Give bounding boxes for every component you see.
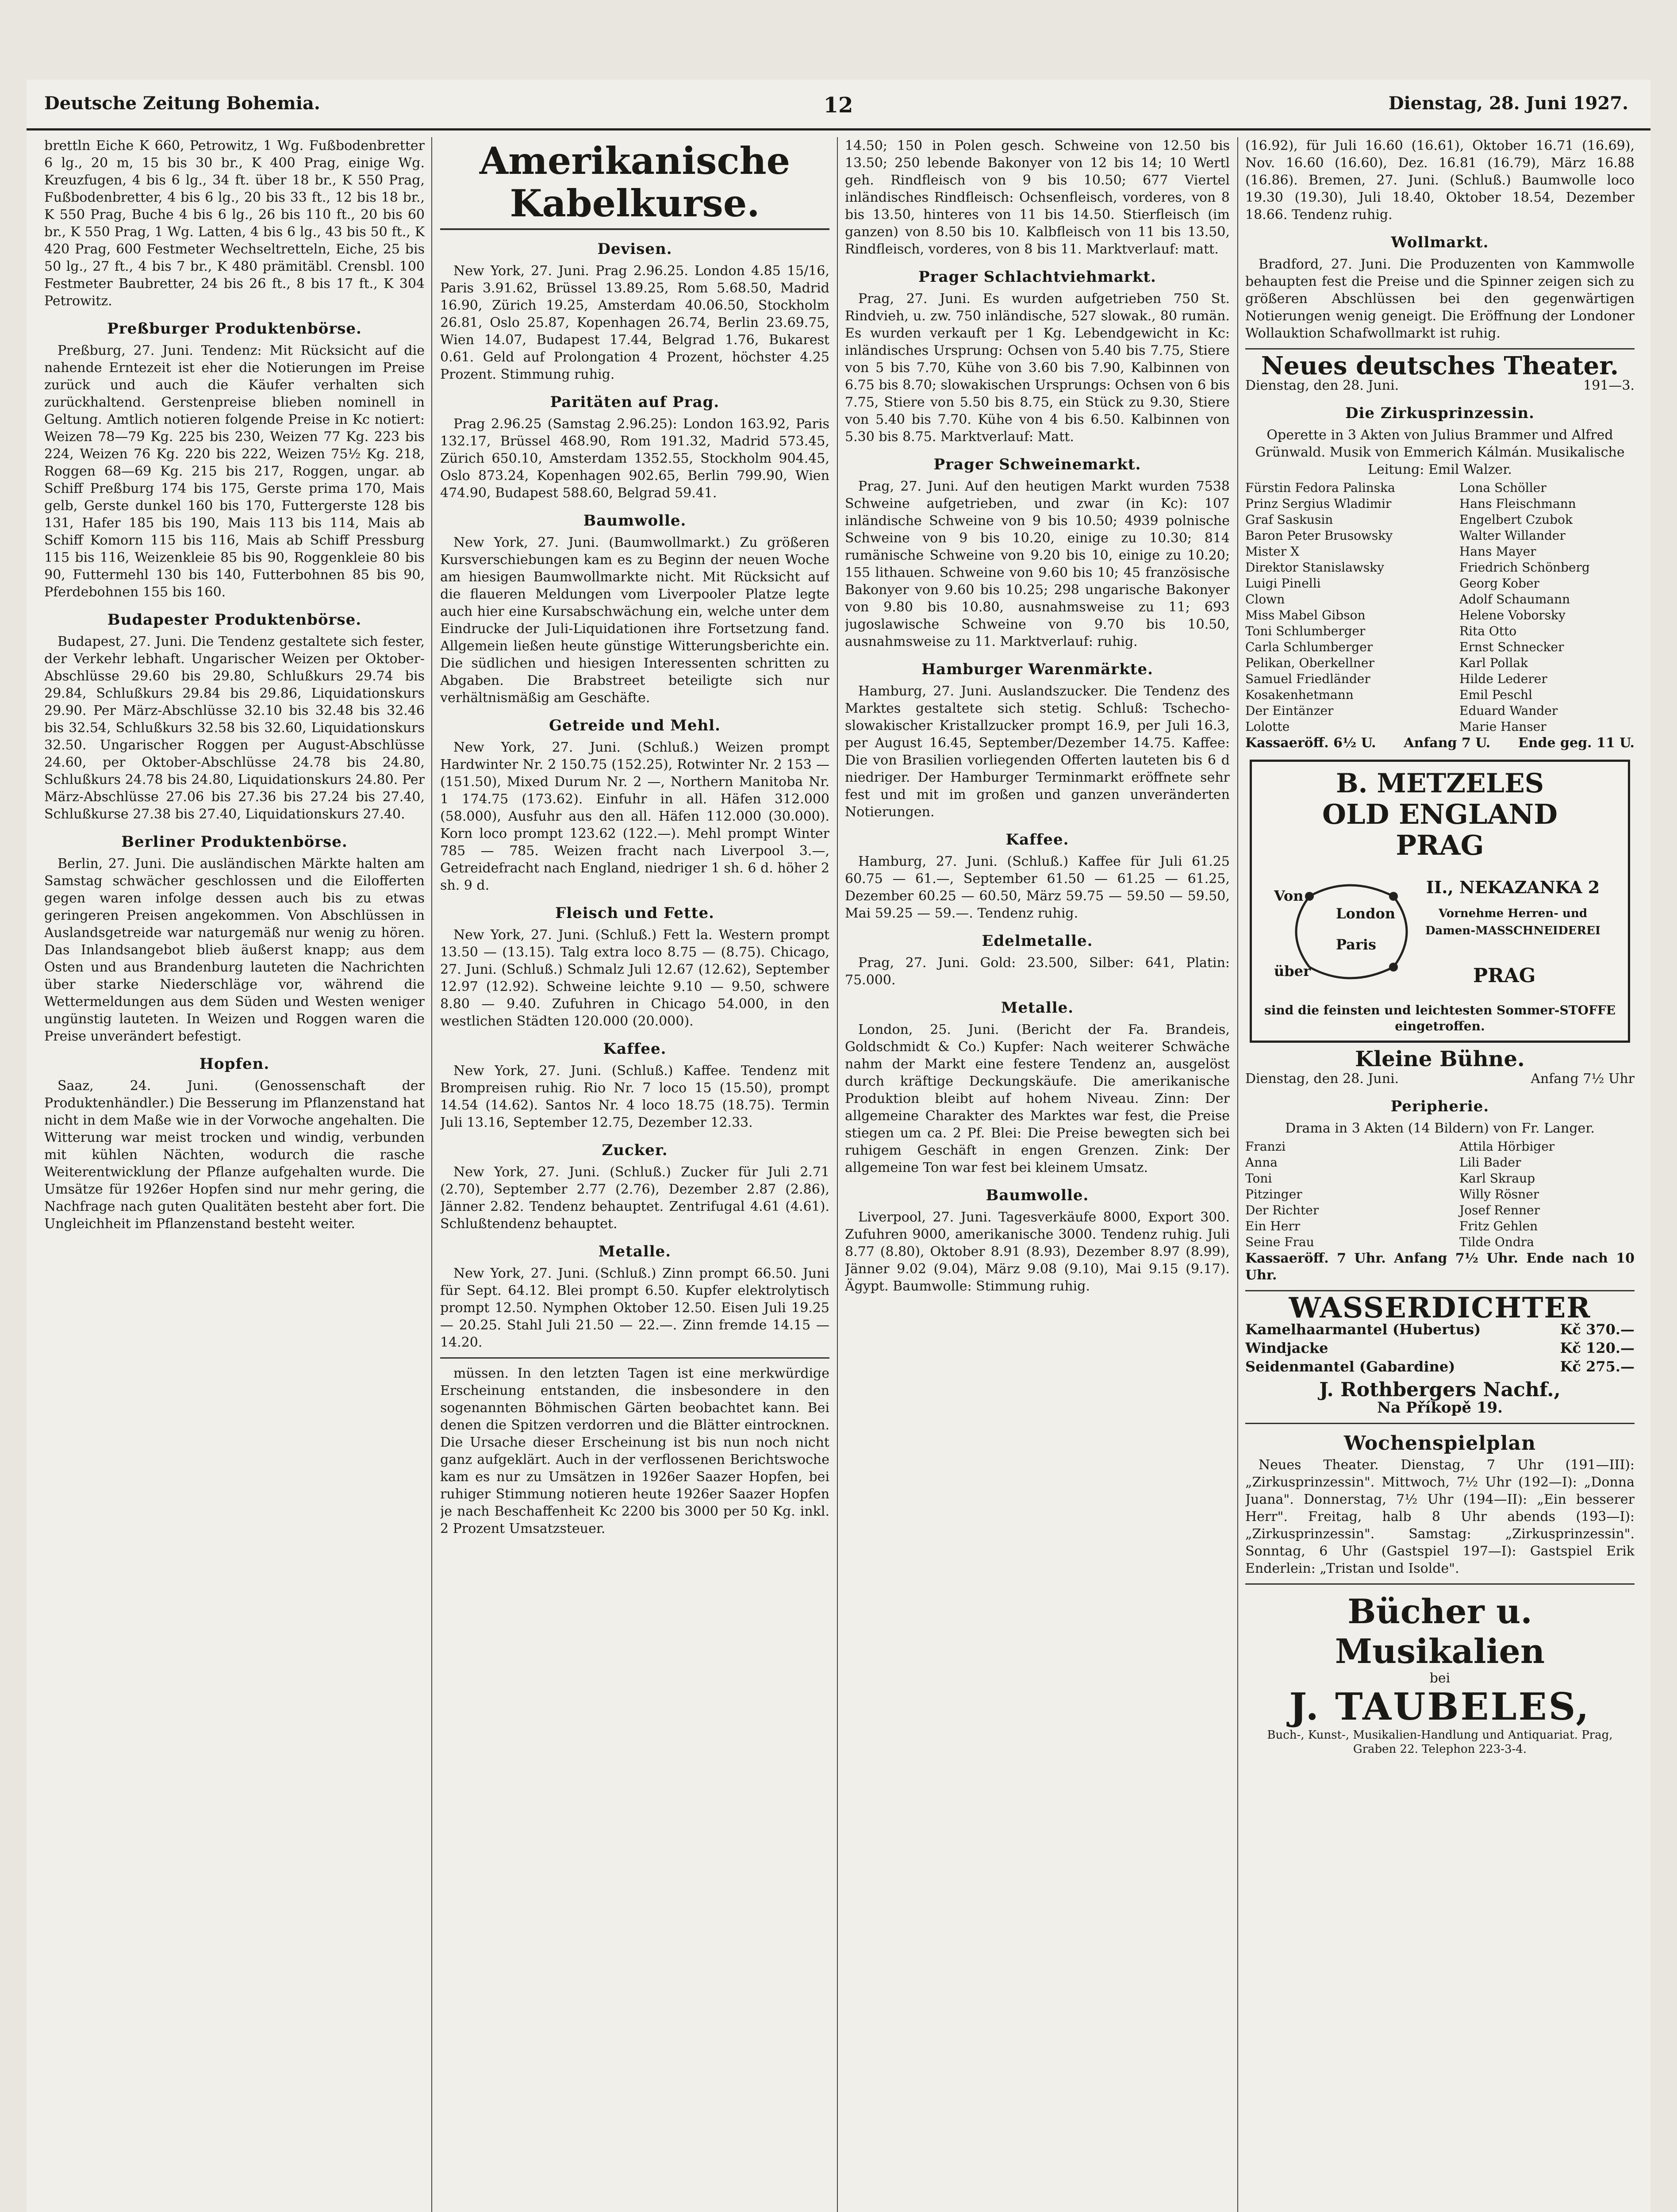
section-rule — [440, 1357, 829, 1359]
theatre-number: 191—3. — [1583, 378, 1635, 393]
cast-row — [1245, 528, 1635, 544]
section-heading: Baumwolle. — [583, 512, 687, 530]
route-london: London — [1336, 905, 1396, 922]
actor: Rita Otto — [1459, 624, 1517, 638]
kleine-buehne-date-row — [1245, 1071, 1635, 1087]
role: Lolotte — [1245, 719, 1290, 734]
kabelkurse-title: Amerikanische Kabelkurse. — [440, 140, 829, 230]
article-text: Hamburg, 27. Juni. (Schluß.) Kaffee für Juli 61.25 60.75 — 61.—, September 61.50 — 61.25 — 61.25, Dezember 60.25 — 60.50, März 59.75 — 59.50 — 59.50, Mai 59.25 — 59.—. Tendenz ruhig. — [845, 854, 1230, 921]
cast-row — [1245, 591, 1635, 607]
section-heading: Edelmetalle. — [982, 932, 1093, 950]
play-subtitle: Drama in 3 Akten (14 Bildern) von Fr. Langer. — [1285, 1121, 1595, 1136]
section-heading: Fleisch und Fette. — [555, 904, 714, 922]
column-rule — [837, 137, 838, 2212]
section-rule — [1245, 1423, 1635, 1424]
cast-row — [1245, 1218, 1635, 1234]
article-text: 14.50; 150 in Polen gesch. Schweine von 12.50 bis 13.50; 250 lebende Bakonyer von 12 bis 14; 10 Wertl geh. Rindfleisch von 9 bis 10.50; 677 Viertel inländisches Rindfleisch: Ochsenfleisch, vorderes, von 8 bis 13.50, hinteres von 11 bis 14.50. Stierfleisch (im ganzen) von 8.50 bis 10. Kalbfleisch von 11 bis 13.50, Rindfleisch, vorderes, von 8 bis 11. Marktverlauf: matt. — [845, 138, 1230, 257]
cast-row — [1245, 560, 1635, 576]
actor: Karl Pollak — [1459, 656, 1528, 670]
actor: Helene Voborsky — [1459, 608, 1566, 622]
column-rule — [431, 137, 432, 2212]
cast-row — [1245, 687, 1635, 703]
column-3 — [845, 137, 1230, 2212]
actor: Georg Kober — [1459, 576, 1539, 591]
wochenspielplan-heading: Wochenspielplan — [1344, 1432, 1536, 1455]
item-price: Kč 370.— — [1560, 1321, 1635, 1338]
ad-tagline: Vornehme Herren- und Damen-MASSCHNEIDEREI — [1425, 907, 1601, 937]
section-heading: Metalle. — [1001, 999, 1074, 1017]
section-heading: Devisen. — [597, 240, 672, 258]
cast-list — [1245, 480, 1635, 735]
role: Toni Schlumberger — [1245, 624, 1366, 638]
buecher-prep: bei — [1429, 1671, 1451, 1686]
role: Graf Saskusin — [1245, 512, 1333, 527]
kleine-buehne-date: Dienstag, den 28. Juni. — [1245, 1071, 1399, 1087]
article-text: (16.92), für Juli 16.60 (16.61), Oktober 16.71 (16.69), Nov. 16.60 (16.60), Dez. 16.81 (16.79), März 16.88 (16.86). Bremen, 27. Juni. (Schluß.) Baumwolle loco 19.30 (19.30), Juli 18.40, Oktober 18.54, Dezember 18.66. Tendenz ruhig. — [1245, 138, 1635, 223]
page-number: 12 — [823, 93, 853, 118]
actor: Adolf Schaumann — [1459, 592, 1570, 607]
actor: Attila Hörbiger — [1459, 1139, 1555, 1154]
role: Toni — [1245, 1171, 1272, 1186]
article-text: Saaz, 24. Juni. (Genossenschaft der Produktenhändler.) Die Besserung im Pflanzenstand hat nicht in dem Maße wie in der Vorwoche angehalten. Die Witterung war meist trocken und windig, verbunden mit kühlen Nächten, wodurch die rasche Weiterentwicklung der Pflanze aufgehalten wurde. Die Umsätze für 1926er Hopfen sind nur mehr gering, die Nachfrage nach guten Qualitäten besteht aber fort. Die Ungleichheit im Pflanzenstand besteht weiter. — [44, 1078, 425, 1232]
item-name: Windjacke — [1245, 1340, 1328, 1356]
actor: Willy Rösner — [1459, 1187, 1539, 1202]
cast-row — [1245, 1234, 1635, 1250]
masthead — [27, 80, 1650, 131]
box-office-time: Kassaeröff. 6½ U. — [1245, 735, 1376, 751]
article-text: Prag 2.96.25 (Samstag 2.96.25): London 163.92, Paris 132.17, Brüssel 468.90, Rom 191.32, Madrid 573.45, Zürich 650.10, Amsterdam 1352.55, Stockholm 904.45, Oslo 873.24, Kopenhagen 902.65, Berlin 799.90, Wien 474.90, Budapest 588.60, Belgrad 59.41. — [440, 416, 829, 501]
role: Der Richter — [1245, 1203, 1319, 1217]
article-text: New York, 27. Juni. (Schluß.) Zucker für Juli 2.71 (2.70), September 2.77 (2.76), Dezember 2.87 (2.86), Jänner 2.82. Tendenz behauptet. Zentrifugal 4.61 (4.61). Schlußtendenz behauptet. — [440, 1164, 829, 1232]
role: Samuel Friedländer — [1245, 672, 1370, 686]
article-text: New York, 27. Juni. (Schluß.) Zinn prompt 66.50. Juni für Sept. 64.12. Blei prompt 6.50. Kupfer elektrolytisch prompt 12.50. Nymphen Oktober 12.50. Eisen Juli 19.25 — 20.25. Stahl Juli 21.50 — 22.—. Zinn fremde 14.15 — 14.20. — [440, 1266, 829, 1350]
role: Der Eintänzer — [1245, 703, 1334, 718]
role: Pitzinger — [1245, 1187, 1302, 1202]
article-text: New York, 27. Juni. Prag 2.96.25. London 4.85 15/16, Paris 3.91.62, Brüssel 13.89.25, Rom 5.68.50, Madrid 16.90, Zürich 19.25, Amsterdam 40.06.50, Stockholm 26.81, Oslo 25.87, Kopenhagen 26.74, Berlin 23.69.75, Wien 14.07, Budapest 17.44, Belgrad 1.76, Bukarest 0.61. Geld auf Prolongation 4 Prozent, höchster 4.25 Prozent. Stimmung ruhig. — [440, 263, 829, 382]
section-heading: Prager Schlachtviehmarkt. — [918, 268, 1156, 286]
section-heading: Kaffee. — [1005, 831, 1069, 849]
cast-row — [1245, 639, 1635, 655]
newspaper-page — [27, 80, 1650, 2212]
item-name: Kamelhaarmantel (Hubertus) — [1245, 1321, 1481, 1338]
role: Anna — [1245, 1155, 1278, 1170]
article-text: Preßburg, 27. Juni. Tendenz: Mit Rücksicht auf die nahende Erntezeit ist eher die Notierungen im Preise zurück und auch die Käufer verhalten sich zurückhaltend. Gerstenpreise blieben nominell in Geltung. Amtlich notieren folgende Preise in Kc notiert: Weizen 78—79 Kg. 225 bis 230, Weizen 77 Kg. 223 bis 224, Weizen 76 Kg. 220 bis 222, Weizen 75½ Kg. 218, Roggen 68—69 Kg. 215 bis 217, Roggen, ungar. ab Schiff Preßburg 174 bis 175, Gerste prima 170, Mais gelb, Gerste dunkel 160 bis 170, Futtergerste 128 bis 131, Hafer 185 bis 190, Mais 113 bis 114, Mais ab Schiff Komorn 115 bis 116, Mais ab Schiff Pressburg 115 bis 116, Weizenkleie 85 bis 90, Roggenkleie 80 bis 90, Futtermehl 130 bis 140, Futterbohnen 85 bis 90, Pferdebohnen 155 bis 160. — [44, 343, 425, 600]
theatre-schedule — [1245, 735, 1635, 752]
role: Pelikan, Oberkellner — [1245, 656, 1374, 670]
section-heading: Metalle. — [598, 1243, 672, 1260]
column-2 — [440, 137, 829, 2212]
section-heading: Zucker. — [602, 1141, 668, 1159]
section-heading: Berliner Produktenbörse. — [121, 833, 348, 851]
kleine-buehne-name: Kleine Bühne. — [1355, 1047, 1525, 1071]
cast-row — [1245, 671, 1635, 687]
cast-row — [1245, 719, 1635, 735]
ad-address: II., NEKAZANKA 2 — [1426, 877, 1600, 897]
route-prague: PRAG — [1473, 964, 1536, 987]
actor: Lili Bader — [1459, 1155, 1521, 1170]
actor: Marie Hanser — [1459, 719, 1547, 734]
cast-row — [1245, 544, 1635, 560]
actor: Tilde Ondra — [1459, 1235, 1534, 1249]
article-text: müssen. In den letzten Tagen ist eine merkwürdige Erscheinung entstanden, die insbesondere in den sogenannten Böhmischen Gärten beobachtet kann. Bei denen die Spitzen verdorren und die Blätter eintrocknen. Die Ursache dieser Erscheinung ist bis nun noch nicht ganz aufgeklärt. Auch in der verflossenen Berichtswoche kam es nur zu Umsätzen in 1926er Saazer Hopfen, bei ruhiger Stimmung notieren heute 1926er Saazer Hopfen je nach Beschaffenheit Kc 2200 bis 3000 per 50 Kg. inkl. 2 Prozent Umsatzsteuer. — [440, 1366, 829, 1536]
play-title: Peripherie. — [1390, 1098, 1489, 1115]
item-price: Kč 120.— — [1560, 1340, 1635, 1356]
route-from: Von — [1274, 887, 1304, 904]
cast-row — [1245, 1202, 1635, 1218]
ad-city: PRAG — [1396, 829, 1484, 861]
article-text: Liverpool, 27. Juni. Tagesverkäufe 8000, Export 300. Zufuhren 9000, amerikanische 3000. Tendenz ruhig. Juli 8.77 (8.80), Oktober 8.91 (8.93), Dezember 8.97 (8.99), Jänner 9.02 (9.04), März 9.08 (9.10), Mai 9.15 (9.17). Ägypt. Baumwolle: Stimmung ruhig. — [845, 1210, 1230, 1294]
column-4 — [1245, 137, 1635, 2212]
role: Seine Frau — [1245, 1235, 1314, 1249]
actor: Fritz Gehlen — [1459, 1219, 1538, 1233]
kleine-buehne-schedule: Kassaeröff. 7 Uhr. Anfang 7½ Uhr. Ende nach 10 Uhr. — [1245, 1251, 1635, 1283]
article-text: New York, 27. Juni. (Schluß.) Fett la. Western prompt 13.50 — (13.15). Talg extra loco 8.75 — (8.75). Chicago, 27. Juni. (Schluß.) Schmalz Juli 12.67 (12.62), September 12.97 (12.92). Schweine leichte 9.10 — 9.50, schwere 8.80 — 9.40. Zufuhren in Chicago 54.000, in den westlichen Städten 120.000 (20.000). — [440, 927, 829, 1029]
actor: Engelbert Czubok — [1459, 512, 1573, 527]
actor: Eduard Wander — [1459, 703, 1558, 718]
price-row — [1245, 1320, 1635, 1339]
start-time: Anfang 7 U. — [1404, 735, 1491, 751]
section-heading: Paritäten auf Prag. — [550, 393, 720, 411]
article-text: Berlin, 27. Juni. Die ausländischen Märkte halten am Samstag schwächer geschlossen und die Eilofferten gegen waren infolge dessen auch bis zu etwas geringeren Preisen angekommen. Von Abschlüssen in Auslandsgetreide war naturgemäß nur wenig zu hören. Das Inlandsangebot blieb äußerst knapp; aus dem Osten und aus Brandenburg lauteten die Nachrichten über starke Niederschläge vor, während die Wettermeldungen aus dem Süden und Westen weniger ungünstig lauteten. In Weizen und Roggen waren die Preise unverändert befestigt. — [44, 856, 425, 1044]
role: Franzi — [1245, 1139, 1286, 1154]
section-heading: Getreide und Mehl. — [549, 717, 721, 734]
issue-date: Dienstag, 28. Juni 1927. — [1388, 93, 1628, 114]
actor: Hans Fleischmann — [1459, 496, 1576, 511]
taubeles-details: Buch-, Kunst-, Musikalien-Handlung und Antiquariat. Prag, Graben 22. Telephon 223-3-4. — [1267, 1728, 1613, 1756]
cast-row — [1245, 623, 1635, 639]
cast-row — [1245, 480, 1635, 496]
article-text: New York, 27. Juni. (Schluß.) Kaffee. Tendenz mit Brompreisen ruhig. Rio Nr. 7 loco 15 (15.50), prompt 14.54 (14.62). Santos Nr. 4 loco 18.75 (18.75). Termin Juli 13.16, September 12.75, Dezember 12.33. — [440, 1063, 829, 1130]
role: Miss Mabel Gibson — [1245, 608, 1366, 622]
article-text: Prag, 27. Juni. Auf den heutigen Markt wurden 7538 Schweine aufgetrieben, und zwar (in Kc): 107 inländische Schweine von 9 bis 10.50; 4939 polnische Schweine von 9 bis 10.20, einige zu 10.30; 814 rumänische Schweine von 9.20 bis 10, einige zu 10.20; 155 lithauen. Schweine von 9.60 bis 10; 45 französische Bakonyer von 9.60 bis 10.25; 298 ungarische Bakonyer von 9.80 bis 10.80, ausnahmsweise zu 11; 693 jugoslawische Schweine von 9.70 bis 10.50, ausnahmsweise zu 11. Marktverlauf: ruhig. — [845, 479, 1230, 649]
cast-row — [1245, 512, 1635, 528]
article-text: London, 25. Juni. (Bericht der Fa. Brandeis, Goldschmidt & Co.) Kupfer: Nach weiterer Schwäche nahm der Markt eine festere Tendenz an, ausgelöst durch kräftige Deckungskäufe. Die amerikanische Produktion bleibt auf hohem Niveau. Zinn: Der allgemeine Charakter des Marktes war fest, die Preise stiegen um ca. 2 Pf. Blei: Die Preise bewegten sich bei ruhigem Geschäft in engen Grenzen. Zink: Der allgemeine Ton war fest bei kleinem Umsatz. — [845, 1022, 1230, 1175]
role: Direktor Stanislawsky — [1245, 560, 1384, 575]
role: Fürstin Fedora Palinska — [1245, 480, 1395, 495]
role: Luigi Pinelli — [1245, 576, 1321, 591]
article-text: brettln Eiche K 660, Petrowitz, 1 Wg. Fußbodenbretter 6 lg., 20 m, 15 bis 30 br., K 400 Prag, einige Wg. Kreuzfugen, 4 bis 6 lg., 34 ft. über 18 br., K 550 Prag, Fußbodenbretter, 4 bis 6 lg., 20 bis 33 ft., 12 bis 18 br., K 550 Prag, Buche 4 bis 6 lg., 26 bis 110 ft., 20 bis 60 br., K 550 Prag, 1 Wg. Latten, 4 bis 6 lg., 43 bis 50 ft., K 420 Prag, 600 Festmeter Wechseltretteln, Eiche, 25 bis 50 lg., 27 ft., 4 bis 7 br., K 480 prämitäbl. Crensbl. 100 Festmeter Baubretter, 24 bis 26 ft., 8 bis 17 ft., K 304 Petrowitz. — [44, 138, 425, 309]
price-row — [1245, 1357, 1635, 1376]
buecher-title: Bücher u. Musikalien — [1335, 1592, 1545, 1671]
route-diagram — [1261, 865, 1619, 998]
taubeles-name: J. TAUBELES, — [1289, 1685, 1591, 1728]
cast-row — [1245, 655, 1635, 671]
actor: Emil Peschl — [1459, 687, 1532, 702]
cast-row — [1245, 607, 1635, 623]
cast-row — [1245, 496, 1635, 512]
item-price: Kč 275.— — [1560, 1358, 1635, 1375]
cast-row — [1245, 1171, 1635, 1187]
role: Baron Peter Brusowsky — [1245, 528, 1393, 543]
role: Carla Schlumberger — [1245, 640, 1373, 654]
cast-row — [1245, 703, 1635, 719]
section-heading: Wollmarkt. — [1391, 234, 1489, 251]
actor: Lona Schöller — [1459, 480, 1547, 495]
cast-row — [1245, 576, 1635, 591]
theatre-date: Dienstag, den 28. Juni. — [1245, 378, 1399, 393]
section-heading: Prager Schweinemarkt. — [933, 456, 1141, 473]
article-text: Hamburg, 27. Juni. Auslandszucker. Die Tendenz des Marktes gestaltete sich stetig. Schluß: Tschecho-slowakischer Kristallzucker prompt 16.9, per Juli 16.3, per August 16.45, September/Dezember 14.75. Kaffee: Die von Brasilien vorliegenden Offerten lauteten bis 6 d niedriger. Der Hamburger Terminmarkt eröffnete sehr fest und mit im großen und ganzen unveränderten Notierungen. — [845, 684, 1230, 820]
section-heading: Kaffee. — [603, 1040, 667, 1058]
cast-row — [1245, 1187, 1635, 1202]
section-heading: Hopfen. — [199, 1055, 270, 1073]
actor: Friedrich Schönberg — [1459, 560, 1590, 575]
article-text: Bradford, 27. Juni. Die Produzenten von Kammwolle behaupten fest die Preise und die Spinner zeigen sich zu größeren Abschlüssen bei den gegenwärtigen Notierungen wenig geneigt. Die Eröffnung der Londoner Wollauktion Schafwollmarkt ist ruhig. — [1245, 257, 1635, 341]
role: Kosakenhetmann — [1245, 687, 1354, 702]
ad-footer: sind die feinsten und leichtesten Sommer-STOFFE eingetroffen. — [1264, 1003, 1616, 1033]
metzeles-advertisement — [1250, 760, 1630, 1043]
column-rule — [1237, 137, 1238, 2212]
theatre-name: Neues deutsches Theater. — [1261, 351, 1619, 380]
actor: Josef Renner — [1459, 1203, 1540, 1217]
article-text: New York, 27. Juni. (Schluß.) Weizen prompt Hardwinter Nr. 2 150.75 (152.25), Rotwinter Nr. 2 153 — (151.50), Mixed Durum Nr. 2 —, Northern Manitoba Nr. 1 174.75 (173.62). Einfuhr in all. Häfen 312.000 (58.000), Ausfuhr aus den all. Häfen 112.000 (30.000). Korn loco prompt 123.62 (122.—). Mehl prompt Winter 785 — 785. Weizen fracht nach Liverpool 3.—, Getreidefracht nach England, niedriger 1 sh. 6 d. höher 2 sh. 9 d. — [440, 740, 829, 893]
route-via: über — [1274, 963, 1311, 979]
cast-row — [1245, 1155, 1635, 1171]
role: Clown — [1245, 592, 1285, 607]
shop-name: J. Rothbergers Nachf., — [1319, 1379, 1561, 1401]
section-rule — [1245, 1583, 1635, 1585]
article-text: Prag, 27. Juni. Gold: 23.500, Silber: 641, Platin: 75.000. — [845, 955, 1230, 988]
wasserdichter-title: WASSERDICHTER — [1289, 1291, 1591, 1325]
role: Ein Herr — [1245, 1219, 1301, 1233]
article-text: Neues Theater. Dienstag, 7 Uhr (191—III): „Zirkusprinzessin". Mittwoch, 7½ Uhr (192—I): „Donna Juana". Donnerstag, 7½ Uhr (194—II): „Ein besserer Herr". Freitag, halb 8 Uhr abends (193—I): „Zirkusprinzessin". Samstag: „Zirkusprinzessin". Sonntag, 6 Uhr (Gastspiel 197—I): Gastspiel Erik Enderlein: „Tristan und Isolde". — [1245, 1457, 1635, 1576]
play-title: Die Zirkusprinzessin. — [1345, 404, 1535, 422]
column-1 — [44, 137, 425, 2212]
section-heading: Baumwolle. — [986, 1187, 1089, 1204]
route-paris: Paris — [1336, 936, 1376, 953]
section-heading: Hamburger Warenmärkte. — [921, 661, 1153, 678]
kleine-buehne-start: Anfang 7½ Uhr — [1531, 1071, 1635, 1087]
actor: Hans Mayer — [1459, 544, 1536, 559]
role: Prinz Sergius Wladimir — [1245, 496, 1392, 511]
actor: Karl Skraup — [1459, 1171, 1535, 1186]
article-text: Budapest, 27. Juni. Die Tendenz gestaltete sich fester, der Verkehr lebhaft. Ungarischer Weizen per Oktober-Abschlüsse 29.60 bis 29.80, Schlußkurs 29.74 bis 29.84, Schlußkurs 29.84 bis 29.86, Liquidationskurs 29.90. Per März-Abschlüsse 32.10 bis 32.48 bis 32.46 bis 32.54, Schlußkurs 32.58 bis 32.60, Liquidationskurs 32.50. Ungarischer Roggen per August-Abschlüsse 24.60, per Oktober-Abschlüsse 24.78 bis 24.80, Schlußkurs 24.78 bis 24.80, Liquidationskurs 24.80. Per März-Abschlüsse 27.06 bis 27.36 bis 27.24 bis 27.40, Schlußkurse 27.38 bis 27.40, Liquidationskurs 27.40. — [44, 634, 425, 822]
shop-address: Na Příkopě 19. — [1377, 1399, 1503, 1417]
actor: Ernst Schnecker — [1459, 640, 1564, 654]
section-rule — [1245, 348, 1635, 349]
price-row — [1245, 1339, 1635, 1357]
ad-brand: OLD ENGLAND — [1322, 798, 1558, 830]
play-subtitle: Operette in 3 Akten von Julius Brammer und Alfred Grünwald. Musik von Emmerich Kálmán. Musikalische Leitung: Emil Walzer. — [1255, 427, 1625, 477]
section-heading: Budapester Produktenbörse. — [107, 611, 362, 629]
section-heading: Preßburger Produktenbörse. — [107, 320, 362, 338]
paper-name: Deutsche Zeitung Bohemia. — [44, 93, 320, 114]
article-text: Prag, 27. Juni. Es wurden aufgetrieben 750 St. Rindvieh, u. zw. 750 inländische, 527 slowak., 80 rumän. Es wurden verkauft per 1 Kg. Lebendgewicht in Kc: inländisches Ursprung: Ochsen von 5.40 bis 7.75, Stiere von 5 bis 7.70, Kühe von 3.60 bis 7.90, Kalbinnen von 6.75 bis 8.70; slowakischen Ursprungs: Ochsen von 6 bis 7.75, Stiere von 5.50 bis 8.75, ein Stück zu 9.30, Stiere von 5.40 bis 7.70. Kühe von 4 bis 6.50. Kalbinnen von 5.30 bis 8.75. Marktverlauf: Matt. — [845, 291, 1230, 445]
role: Mister X — [1245, 544, 1300, 559]
item-name: Seidenmantel (Gabardine) — [1245, 1358, 1455, 1375]
actor: Walter Willander — [1459, 528, 1566, 543]
cast-row — [1245, 1139, 1635, 1155]
article-text: New York, 27. Juni. (Baumwollmarkt.) Zu größeren Kursverschiebungen kam es zu Beginn der neuen Woche am hiesigen Baumwollmarkte nicht. Mit Rücksicht auf die flaueren Meldungen vom Liverpooler Platze legte auch hier eine Kursabschwächung ein, welche unter dem Eindrucke der Juli-Liquidationen ihre Fortsetzung fand. Allgemein ließen heute günstige Witterungsberichte ein. Die südlichen und hiesigen Interessenten schritten zu Abgaben. Die Brabstreet beteiligte sich nur verhältnismäßig am Geschäfte. — [440, 535, 829, 706]
actor: Hilde Lederer — [1459, 672, 1547, 686]
end-time: Ende geg. 11 U. — [1518, 735, 1635, 751]
ad-name: B. METZELES — [1335, 768, 1544, 799]
